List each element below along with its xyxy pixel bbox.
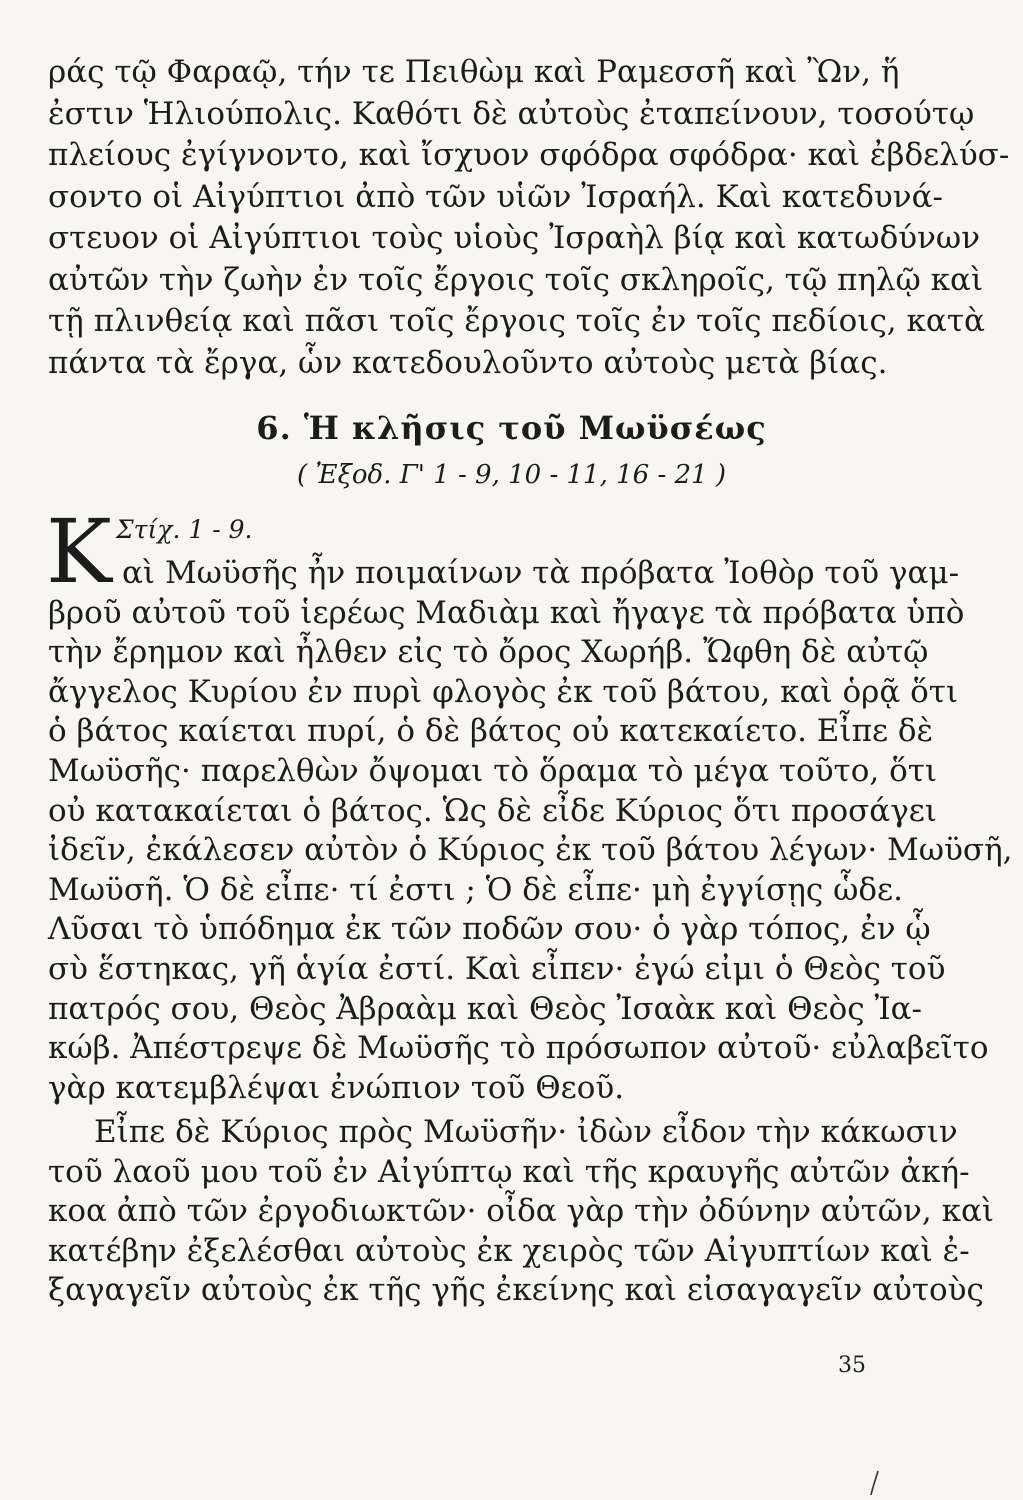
text-line: ἰδεῖν, ἐκάλεσεν αὐτὸν ὁ Κύριος ἐκ τοῦ βάτου λέγων· Μωϋσῆ, <box>48 832 1013 869</box>
text-line: τὴν ἔρημον καὶ ἦλθεν εἰς τὸ ὄρος Χωρήβ. Ὤφθη δὲ αὐτῷ <box>48 634 929 671</box>
text-line: αὶ Μωϋσῆς ἦν ποιμαίνων τὰ πρόβατα Ἰοθὸρ τοῦ γαμ- <box>122 555 960 591</box>
pencil-mark <box>868 1470 882 1496</box>
text-line: ὁ βάτος καίεται πυρί, ὁ δὲ βάτος οὐ κατεκαίετο. Εἶπε δὲ <box>48 713 934 750</box>
text-line: σὺ ἕστηκας, γῆ ἁγία ἐστί. Καὶ εἶπεν· ἐγώ εἰμι ὁ Θεὸς τοῦ <box>48 951 946 987</box>
text-line: Εἶπε δὲ Κύριος πρὸς Μωϋσῆν· ἰδὼν εἶδον τὴν κάκωσιν <box>94 1114 958 1150</box>
text-line: κατέβην ἐξελέσθαι αὐτοὺς ἐκ χειρὸς τῶν Αἰγυπτίων καὶ ἐ- <box>48 1232 970 1269</box>
text-line: στευον οἱ Αἰγύπτιοι τοὺς υἱοὺς Ἰσραὴλ βίᾳ καὶ κατωδύνων <box>48 220 981 256</box>
text-line: κώβ. Ἀπέστρεψε δὲ Μωϋσῆς τὸ πρόσωπον αὐτοῦ· εὐλαβεῖτο <box>48 1030 989 1067</box>
text-line: βροῦ αὐτοῦ τοῦ ἱερέως Μαδιὰμ καὶ ἤγαγε τὰ πρόβατα ὑπὸ <box>48 594 965 631</box>
drop-cap: Κ <box>46 500 112 603</box>
text-line: αὐτῶν τὴν ζωὴν ἐν τοῖς ἔργοις τοῖς σκληροῖς, τῷ πηλῷ καὶ <box>48 261 984 298</box>
text-line: ξαγαγεῖν αὐτοὺς ἐκ τῆς γῆς ἐκείνης καὶ εἰσαγαγεῖν αὐτοὺς <box>48 1272 984 1309</box>
text-line: ράς τῷ Φαραῷ, τήν τε Πειθὼμ καὶ Ραμεσσῆ καὶ Ὢν, ἥ <box>48 54 900 90</box>
scripture-reference: ( Ἐξοδ. Γ' 1 - 9, 10 - 11, 16 - 21 ) <box>296 460 727 490</box>
page-number: 35 <box>838 1353 866 1378</box>
text-line: γὰρ κατεμβλέψαι ἐνώπιον τοῦ Θεοῦ. <box>48 1069 625 1106</box>
text-line: κοα ἀπὸ τῶν ἐργοδιωκτῶν· οἶδα γὰρ τὴν ὀδύνην αὐτῶν, καὶ <box>48 1193 995 1230</box>
text-line: οὐ κατακαίεται ὁ βάτος. Ὡς δὲ εἶδε Κύριος ὅτι προσάγει <box>48 792 937 829</box>
section-heading: 6. Ἡ κλῆσις τοῦ Μωϋσέως <box>256 409 767 447</box>
text-line: τῇ πλινθείᾳ καὶ πᾶσι τοῖς ἔργοις τοῖς ἐν τοῖς πεδίοις, κατὰ <box>48 303 985 339</box>
text-line: ἄγγελος Κυρίου ἐν πυρὶ φλογὸς ἐκ τοῦ βάτου, καὶ ὁρᾷ ὅτι <box>48 673 959 710</box>
text-line: ἐστιν Ἡλιούπολις. Καθότι δὲ αὐτοὺς ἐταπείνουν, τοσούτῳ <box>48 95 975 132</box>
text-line: πλείους ἐγίγνοντο, καὶ ἴσχυον σφόδρα σφόδρα· καὶ ἐβδελύσ- <box>48 137 1010 173</box>
text-line: Λῦσαι τὸ ὑπόδημα ἐκ τῶν ποδῶν σου· ὁ γὰρ τόπος, ἐν ᾧ <box>48 911 931 948</box>
text-line: πάντα τὰ ἔργα, ὧν κατεδουλοῦντο αὐτοὺς μετὰ βίας. <box>48 344 888 381</box>
text-line: τοῦ λαοῦ μου τοῦ ἐν Αἰγύπτῳ καὶ τῆς κραυγῆς αὐτῶν ἀκή- <box>48 1153 970 1190</box>
text-line: Μωϋσῆ. Ὁ δὲ εἶπε· τί ἐστι ; Ὁ δὲ εἶπε· μὴ ἐγγίσῃς ὧδε. <box>48 871 903 908</box>
text-line: Μωϋσῆς· παρελθὼν ὄψομαι τὸ ὅραμα τὸ μέγα τοῦτο, ὅτι <box>48 753 938 789</box>
verse-reference: Στίχ. 1 - 9. <box>116 515 253 544</box>
text-line: πατρός σου, Θεὸς Ἀβραὰμ καὶ Θεὸς Ἰσαὰκ καὶ Θεὸς Ἰα- <box>48 990 923 1027</box>
text-line: σοντο οἱ Αἰγύπτιοι ἀπὸ τῶν υἱῶν Ἰσραήλ. Καὶ κατεδυνά- <box>48 178 943 215</box>
